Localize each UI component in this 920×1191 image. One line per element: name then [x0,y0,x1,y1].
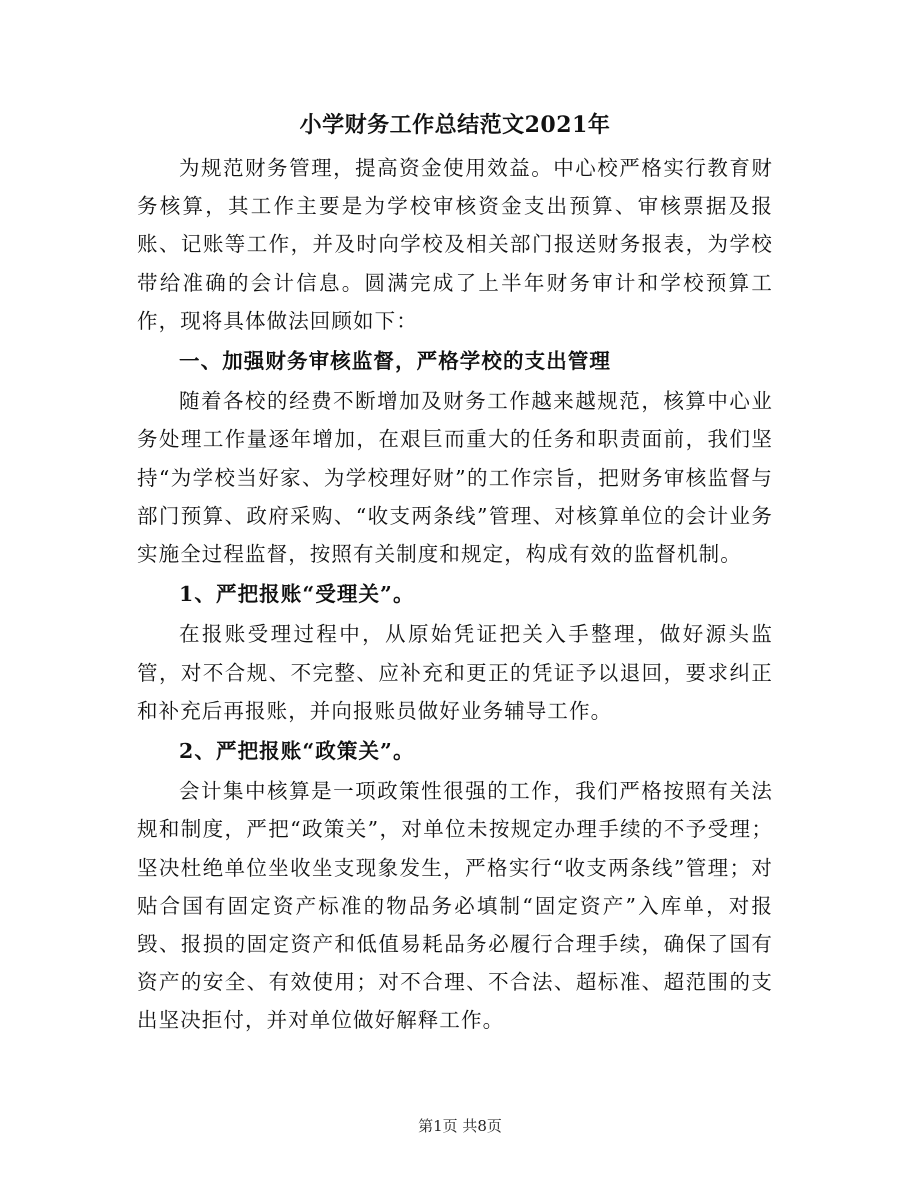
section-1-paragraph: 随着各校的经费不断增加及财务工作越来越规范，核算中心业务处理工作量逐年增加，在艰巨而重大的任务和职责面前，我们坚持“为学校当好家、为学校理好财”的工作宗旨，把财务审核监督与部门预算、政府采购、“收支两条线”管理、对核算单位的会计业务实施全过程监督，按照有关制度和规定，构成有效的监督机制。 [137,389,773,567]
item-1-heading: 1、严把报账“受理关”。 [179,582,415,607]
document-body [137,108,773,1040]
intro-paragraph: 为规范财务管理，提高资金使用效益。中心校严格实行教育财务核算，其工作主要是为学校审核资金支出预算、审核票据及报账、记账等工作，并及时向学校及相关部门报送财务报表，为学校带给准确的会计信息。圆满完成了上半年财务审计和学校预算工作，现将具体做法回顾如下： [137,156,773,333]
item-2-heading: 2、严把报账“政策关”。 [179,739,415,764]
document-title: 小学财务工作总结范文2021年 [299,112,611,138]
section-1-heading: 一、加强财务审核监督，严格学校的支出管理 [179,349,611,374]
item-2-paragraph: 会计集中核算是一项政策性很强的工作，我们严格按照有关法规和制度，严把“政策关”，对单位未按规定办理手续的不予受理；坚决杜绝单位坐收坐支现象发生，严格实行“收支两条线”管理；对贴合国有固定资产标准的物品务必填制“固定资产”入库单，对报毁、报损的固定资产和低值易耗品务必履行合理手续，确保了国有资产的安全、有效使用；对不合理、不合法、超标准、超范围的支出坚决拒付，并对单位做好解释工作。 [137,779,773,1033]
page-number-footer: 第1页 共8页 [418,1117,502,1135]
item-1-paragraph: 在报账受理过程中，从原始凭证把关入手整理，做好源头监管，对不合规、不完整、应补充和更正的凭证予以退回，要求纠正和补充后再报账，并向报账员做好业务辅导工作。 [137,622,773,723]
